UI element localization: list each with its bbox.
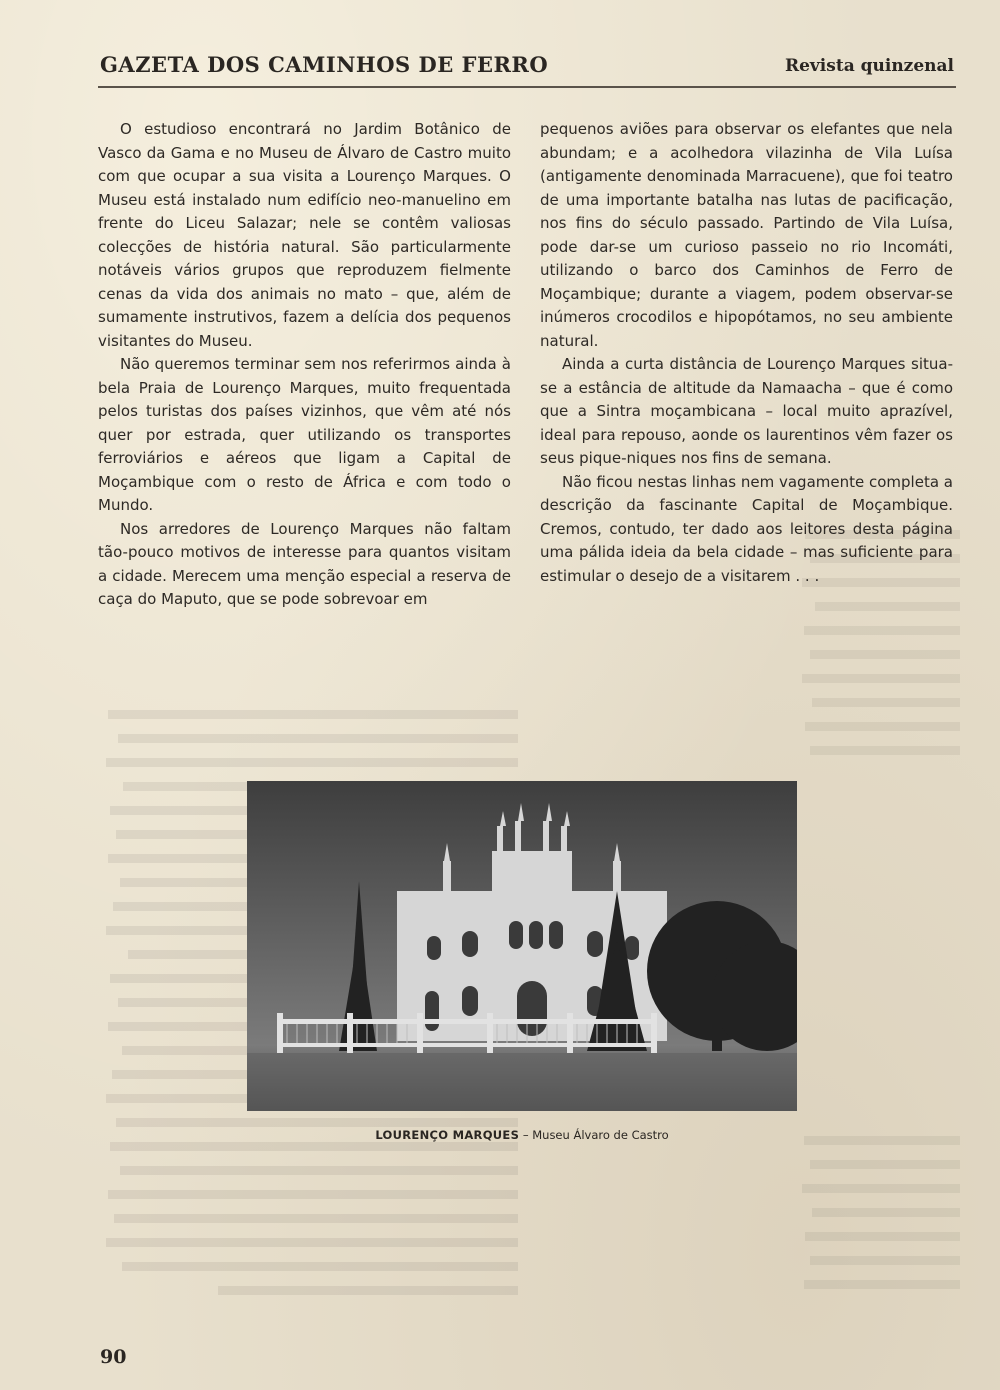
paragraph-conclusion: Não ficou nestas linhas nem vagamente completa a descrição da fascinante Capital de Moçambique. Cremos, contudo, ter dado aos leitores desta página uma pálida ideia da bela cidade – mas suficiente para estimular o desejo de a visitarem . . .	[540, 472, 953, 585]
header-rule	[98, 86, 956, 88]
paragraph-surroundings: Nos arredores de Lourenço Marques não faltam tão-pouco motivos de interesse para quantos visitam a cidade. Merecem uma menção especial a reserva de caça do Maputo, que se pode sobrevoar em	[98, 519, 511, 608]
article-column-left	[98, 118, 511, 612]
paragraph-continuation: pequenos aviões para observar os elefantes que nela abundam; e a acolhedora vilazinha de Vila Luísa (antigamente denominada Marracuene), que foi teatro de uma importante batalha nas lutas de pacificação, nos fins do século passado. Partindo de Vila Luísa, pode dar-se um curioso passeio no rio Incomáti, utilizando o barco dos Caminhos de Ferro de Moçambique; durante a viagem, podem observar-se inúmeros crocodilos e hipopótamos, no seu ambiente natural.	[540, 120, 953, 350]
museum-building-picture	[247, 781, 797, 1111]
paragraph-museum: O estudioso encontrará no Jardim Botânico de Vasco da Gama e no Museu de Álvaro de Castro muito com que ocupar a sua visita a Lourenço Marques. O Museu está instalado num edifício neo-manuelino em frente do Liceu Salazar; nele se contêm valiosas colecções de história natural. São particularmente notáveis vários grupos que reproduzem fielmente cenas da vida dos animais no mato – que, além de sumamente instrutivos, fazem a delícia dos pequenos visitantes do Museu.	[98, 120, 511, 350]
photo-caption	[247, 1128, 797, 1142]
paragraph-beach: Não queremos terminar sem nos referirmos ainda à bela Praia de Lourenço Marques, muito frequentada pelos turistas dos países vizinhos, que vêm até nós quer por estrada, quer utilizando os transportes ferroviários e aéreos que ligam a Capital de Moçambique com o resto de África e com todo o Mundo.	[98, 355, 511, 514]
caption-separator: –	[519, 1128, 533, 1142]
article-column-right	[540, 118, 953, 588]
journal-title: GAZETA DOS CAMINHOS DE FERRO	[100, 52, 549, 77]
page-number: 90	[100, 1346, 127, 1368]
museum-photograph	[247, 781, 797, 1111]
paragraph-namaacha: Ainda a curta distância de Lourenço Marques situa-se a estância de altitude da Namaacha – que é como que a Sintra moçambicana – local muito aprazível, ideal para repouso, aonde os laurentinos vêm fazer os seus pique-niques nos fins de semana.	[540, 355, 953, 467]
caption-place: LOURENÇO MARQUES	[375, 1128, 520, 1142]
caption-subject: Museu Álvaro de Castro	[532, 1128, 669, 1142]
journal-subtitle: Revista quinzenal	[784, 56, 954, 76]
